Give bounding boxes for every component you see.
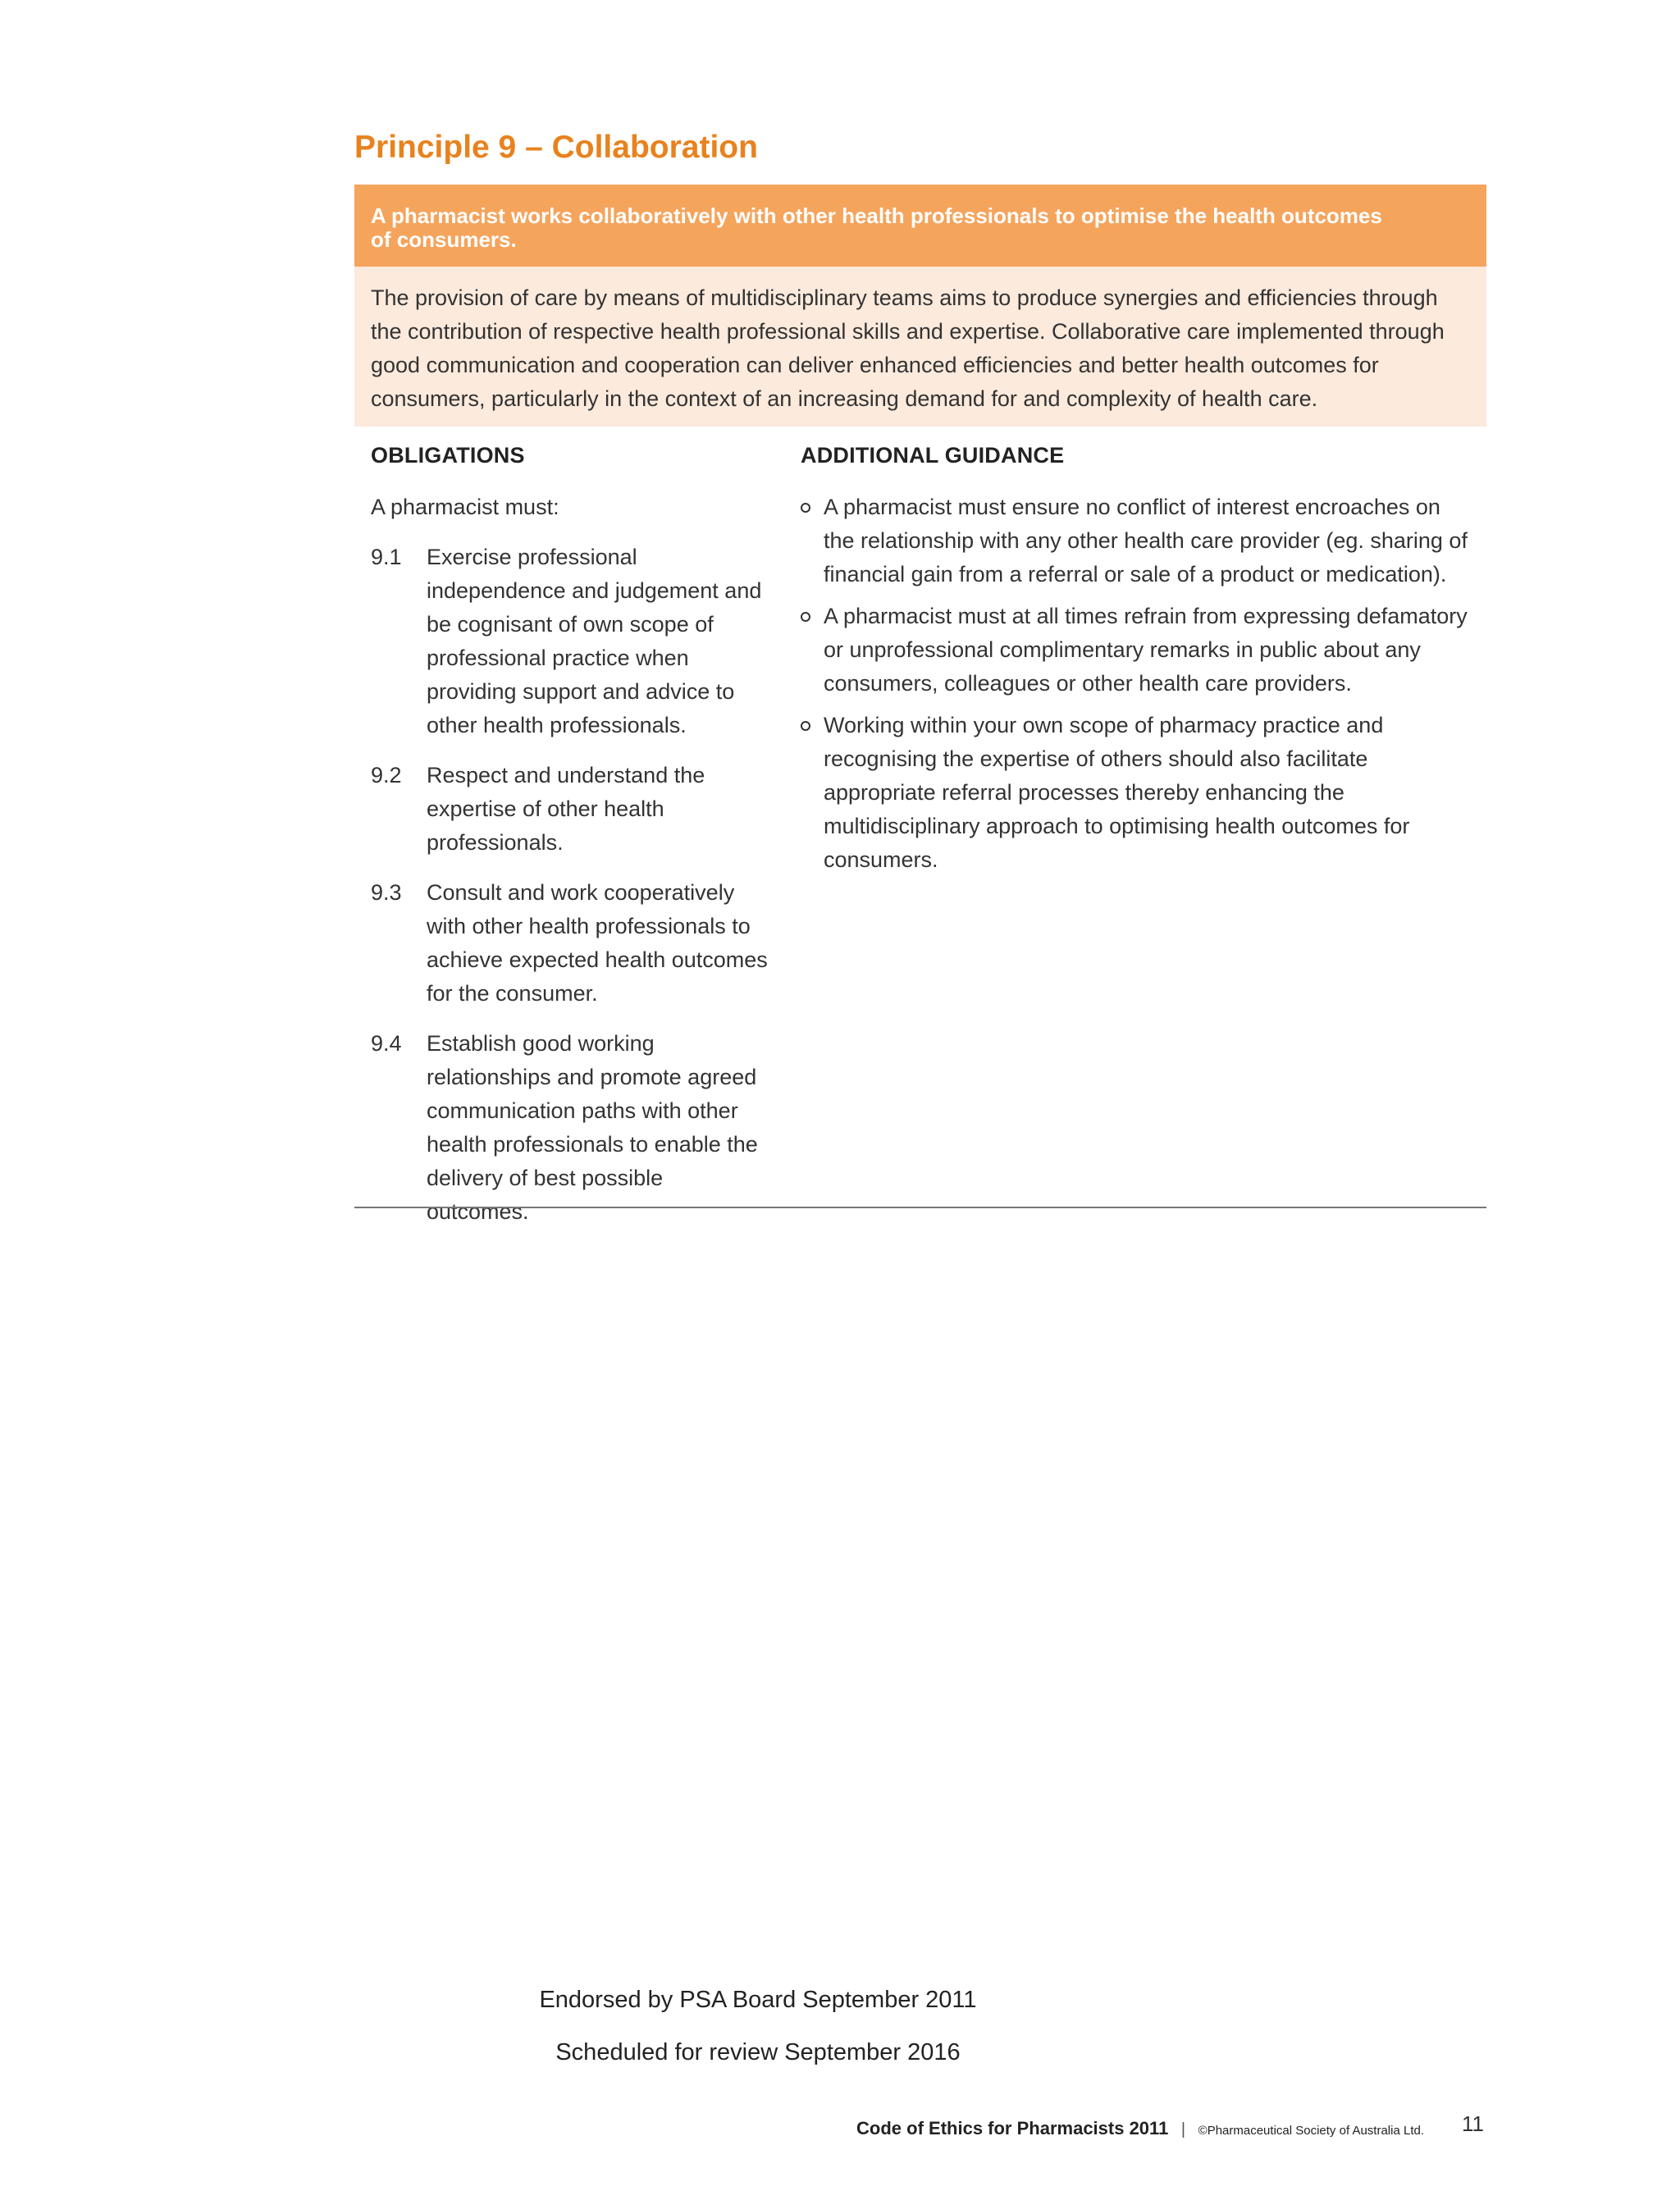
principle-intro (354, 267, 1486, 427)
footer-document-title: Code of Ethics for Pharmacists 2011 (856, 2118, 1169, 2138)
bullet-icon (801, 600, 824, 701)
obligation-text: Establish good working relationships and promote agreed communication paths with other health professionals to enable the delivery of best possible outcomes. (427, 1031, 758, 1224)
page-number: 11 (1462, 2111, 1484, 2136)
bullet-icon (801, 491, 824, 591)
obligation-number: 9.1 (371, 545, 402, 569)
obligation-number: 9.3 (371, 880, 402, 905)
obligation-number: 9.2 (371, 763, 402, 787)
obligations-heading: OBLIGATIONS (371, 443, 525, 468)
guidance-heading: ADDITIONAL GUIDANCE (801, 443, 1065, 468)
obligation-item (371, 759, 781, 860)
page-footer (856, 2118, 1424, 2139)
principle-intro-text: The provision of care by means of multidisciplinary teams aims to produce synergies and efficiencies through the contribution of respective health professional skills and expertise. Collaborative care implemented through good communication and cooperation can deliver enhanced efficiencies and better health outcomes for consumers, particularly in the context of an increasing demand for and complexity of health care. (371, 285, 1445, 411)
obligation-text: Consult and work cooperatively with other health professionals to achieve expected health outcomes for the consumer. (427, 880, 768, 1006)
principle-title: Principle 9 – Collaboration (354, 130, 758, 165)
obligation-text: Respect and understand the expertise of other health professionals. (427, 763, 705, 855)
guidance-text: Working within your own scope of pharmacy practice and recognising the expertise of others should also facilitate appropriate referral processes thereby enhancing the multidisciplinary approach to optimising health outcomes for consumers. (824, 713, 1410, 872)
footer-copyright: ©Pharmaceutical Society of Australia Ltd. (1198, 2124, 1424, 2138)
guidance-list (801, 491, 1473, 885)
section-divider (354, 1207, 1486, 1208)
footer-separator: | (1180, 2120, 1186, 2138)
obligation-item (371, 1027, 781, 1229)
guidance-item (801, 709, 1473, 877)
obligation-item (371, 876, 781, 1011)
guidance-item (801, 600, 1473, 701)
obligation-item (371, 541, 781, 742)
principle-statement: A pharmacist works collaboratively with other health professionals to optimise the health outcomes of consumers. (371, 203, 1382, 252)
guidance-text: A pharmacist must ensure no conflict of interest encroaches on the relationship with any other health care provider (eg. sharing of financial gain from a referral or sale of a product or medication). (824, 495, 1468, 587)
guidance-item (801, 491, 1473, 591)
obligation-text: Exercise professional independence and judgement and be cognisant of own scope of professional practice when providing support and advice to other health professionals. (427, 545, 762, 737)
bullet-icon (801, 709, 824, 877)
guidance-text: A pharmacist must at all times refrain from expressing defamatory or unprofessional complimentary remarks in public about any consumers, colleagues or other health care providers. (824, 604, 1468, 696)
review-line: Scheduled for review September 2016 (555, 2039, 961, 2065)
principle-statement-banner (354, 185, 1486, 267)
obligations-list (371, 541, 781, 1245)
endorsement-line: Endorsed by PSA Board September 2011 (539, 1987, 977, 2013)
obligations-lead: A pharmacist must: (371, 495, 559, 519)
obligation-number: 9.4 (371, 1031, 402, 1056)
